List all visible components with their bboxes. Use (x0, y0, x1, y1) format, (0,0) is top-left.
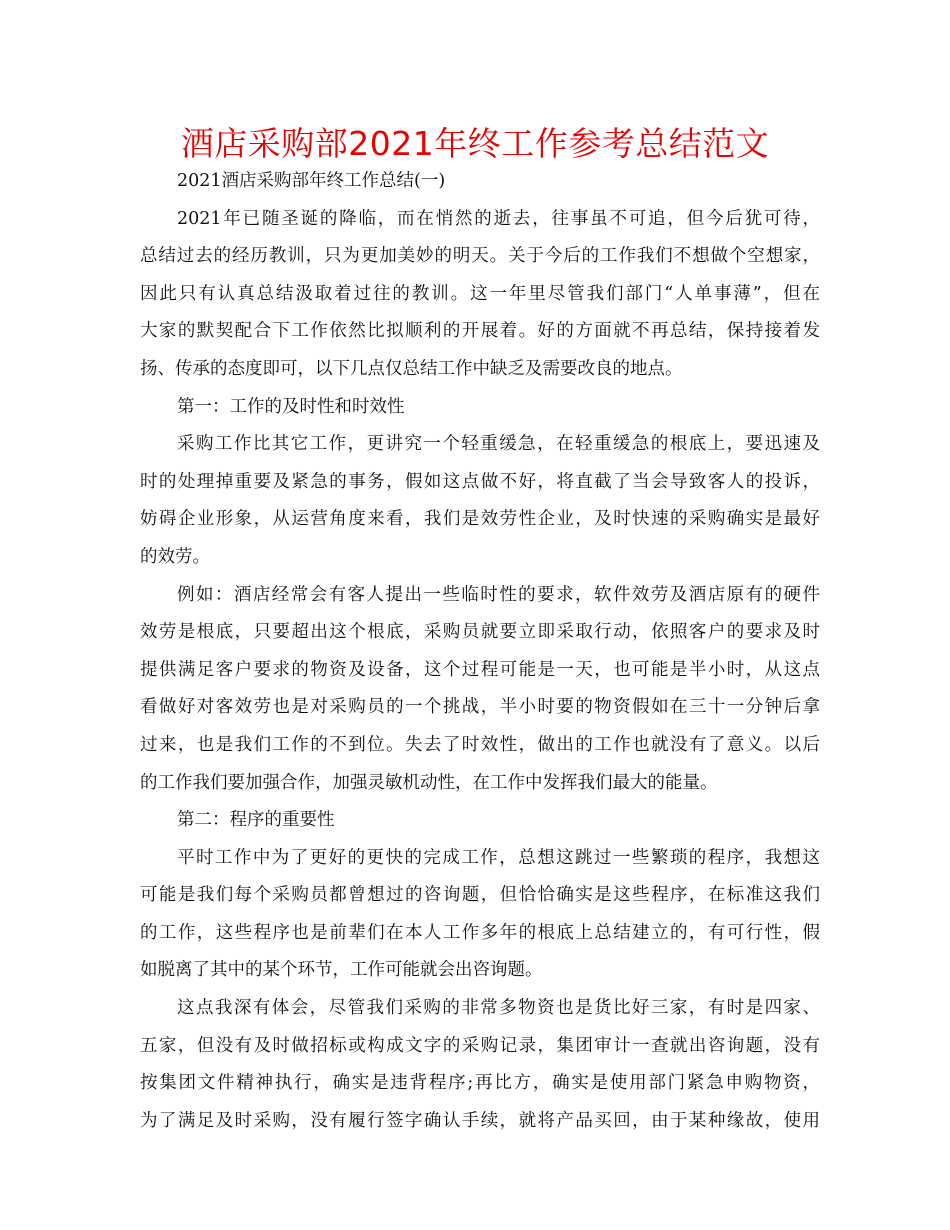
paragraph-line: 大家的默契配合下工作依然比拟顺利的开展着。好的方面就不再总结，保持接着发 (140, 321, 820, 342)
document-title: 酒店采购部2021年终工作参考总结范文 (180, 124, 770, 163)
paragraph-line: 2021酒店采购部年终工作总结(一) (177, 171, 446, 191)
paragraph-line: 这点我深有体会，尽管我们采购的非常多物资也是货比好三家，有时是四家、 (177, 998, 820, 1019)
paragraph-line: 过来，也是我们工作的不到位。失去了时效性，做出的工作也就没有了意义。以后 (140, 734, 820, 755)
paragraph-line: 提供满足客户要求的物资及设备，这个过程可能是一天，也可能是半小时，从这点 (140, 659, 820, 680)
paragraph-line: 第一：工作的及时性和时效性 (177, 396, 405, 417)
paragraph-line: 采购工作比其它工作，更讲究一个轻重缓急，在轻重缓急的根底上，要迅速及 (177, 434, 820, 455)
paragraph-line: 效劳是根底，只要超出这个根底，采购员就要立即采取行动，依照客户的要求及时 (140, 622, 820, 643)
document-body (140, 163, 820, 1140)
paragraph-line: 可能是我们每个采购员都曾想过的咨询题，但恰恰确实是这些程序，在标准这我们 (140, 885, 820, 906)
paragraph-line: 总结过去的经历教训，只为更加美妙的明天。关于今后的工作我们不想做个空想家， (140, 246, 820, 267)
paragraph-line: 扬、传承的态度即可，以下几点仅总结工作中缺乏及需要改良的地点。 (140, 358, 683, 379)
paragraph-line: 第二：程序的重要性 (177, 810, 335, 831)
paragraph-line: 看做好对客效劳也是对采购员的一个挑战，半小时要的物资假如在三十一分钟后拿 (140, 697, 820, 718)
paragraph-line: 2021年已随圣诞的降临，而在悄然的逝去，往事虽不可追，但今后犹可待， (177, 208, 820, 229)
paragraph-line: 按集团文件精神执行，确实是违背程序;再比方，确实是使用部门紧急申购物资， (140, 1073, 820, 1094)
paragraph-line: 的工作我们要加强合作，加强灵敏机动性，在工作中发挥我们最大的能量。 (140, 772, 718, 793)
paragraph-line: 为了满足及时采购，没有履行签字确认手续，就将产品买回，由于某种缘故，使用 (140, 1110, 820, 1131)
paragraph-line: 的工作，这些程序也是前辈们在本人工作多年的根底上总结建立的，有可行性，假 (140, 922, 820, 943)
paragraph-line: 妨碍企业形象，从运营角度来看，我们是效劳性企业，及时快速的采购确实是最好 (140, 509, 820, 530)
paragraph-line: 平时工作中为了更好的更快的完成工作，总想这跳过一些繁琐的程序，我想这 (177, 847, 820, 868)
paragraph-line: 时的处理掉重要及紧急的事务，假如这点做不好，将直截了当会导致客人的投诉， (140, 471, 820, 492)
paragraph-line: 因此只有认真总结汲取着过往的教训。这一年里尽管我们部门“人单事薄”，但在 (140, 283, 820, 304)
paragraph-line: 五家，但没有及时做招标或构成文字的采购记录，集团审计一查就出咨询题，没有 (140, 1035, 820, 1056)
paragraph-line: 的效劳。 (140, 546, 210, 567)
paragraph-line: 例如：酒店经常会有客人提出一些临时性的要求，软件效劳及酒店原有的硬件 (177, 584, 820, 605)
paragraph-line: 如脱离了其中的某个环节，工作可能就会出咨询题。 (140, 960, 543, 981)
